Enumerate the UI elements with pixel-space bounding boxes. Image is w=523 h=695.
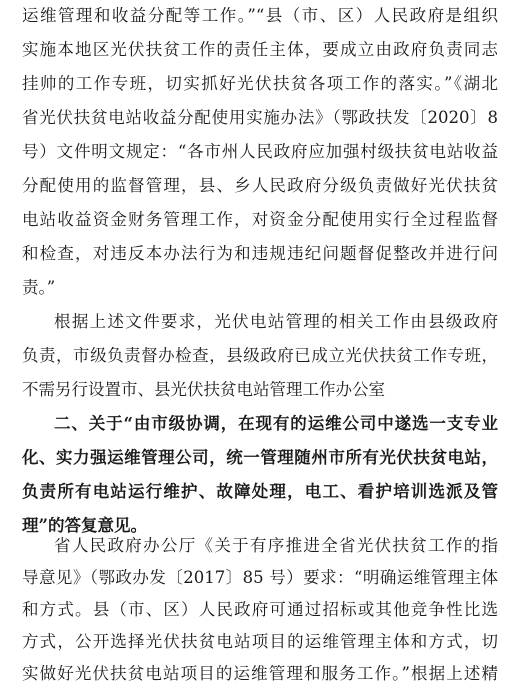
heading-line: 理”的答复意见。 (22, 516, 147, 535)
heading-line: 化、实力强运维管理公司，统一管理随州市所有光伏扶贫电站， (22, 448, 498, 467)
text-line: 和检查，对违反本办法行为和违规违纪问题督促整改并进行问 (22, 244, 498, 263)
heading-line: 负责所有电站运行维护、故障处理，电工、看护培训选派及管 (22, 482, 498, 501)
text-line: 根据上述文件要求，光伏电站管理的相关工作由县级政府 (54, 312, 498, 331)
text-line: 责。” (22, 278, 56, 297)
text-line: 方式，公开选择光伏扶贫电站项目的运维管理主体和方式，切 (22, 632, 498, 651)
text-line: 号）文件明文规定：“各市州人民政府应加强村级扶贫电站收益 (22, 142, 498, 161)
text-line: 负责，市级负责督办检查，县级政府已成立光伏扶贫工作专班， (22, 346, 498, 365)
text-line: 省人民政府办公厅《关于有序推进全省光伏扶贫工作的指 (54, 536, 498, 555)
text-line: 挂帅的工作专班，切实抓好光伏扶贫各项工作的落实。”《湖北 (22, 74, 498, 93)
text-line: 实施本地区光伏扶贫工作的责任主体，要成立由政府负责同志 (22, 40, 498, 59)
text-line: 和方式。县（市、区）人民政府可通过招标或其他竞争性比选 (22, 600, 498, 619)
text-line: 不需另行设置市、县光伏扶贫电站管理工作办公室 (22, 380, 385, 399)
text-line: 省光伏扶贫电站收益分配使用实施办法》（鄂政扶发〔2020〕8 (22, 108, 498, 127)
text-line: 实做好光伏扶贫电站项目的运维管理和服务工作。”根据上述精 (22, 664, 498, 683)
text-line: 导意见》（鄂政办发〔2017〕85 号）要求：“明确运维管理主体 (22, 568, 498, 587)
text-line: 运维管理和收益分配等工作。”“县（市、区）人民政府是组织 (22, 6, 498, 25)
text-line: 分配使用的监督管理，县、乡人民政府分级负责做好光伏扶贫 (22, 176, 498, 195)
heading-line: 二、关于“由市级协调，在现有的运维公司中遂选一支专业 (54, 414, 498, 433)
text-line: 电站收益资金财务管理工作，对资金分配使用实行全过程监督 (22, 210, 498, 229)
